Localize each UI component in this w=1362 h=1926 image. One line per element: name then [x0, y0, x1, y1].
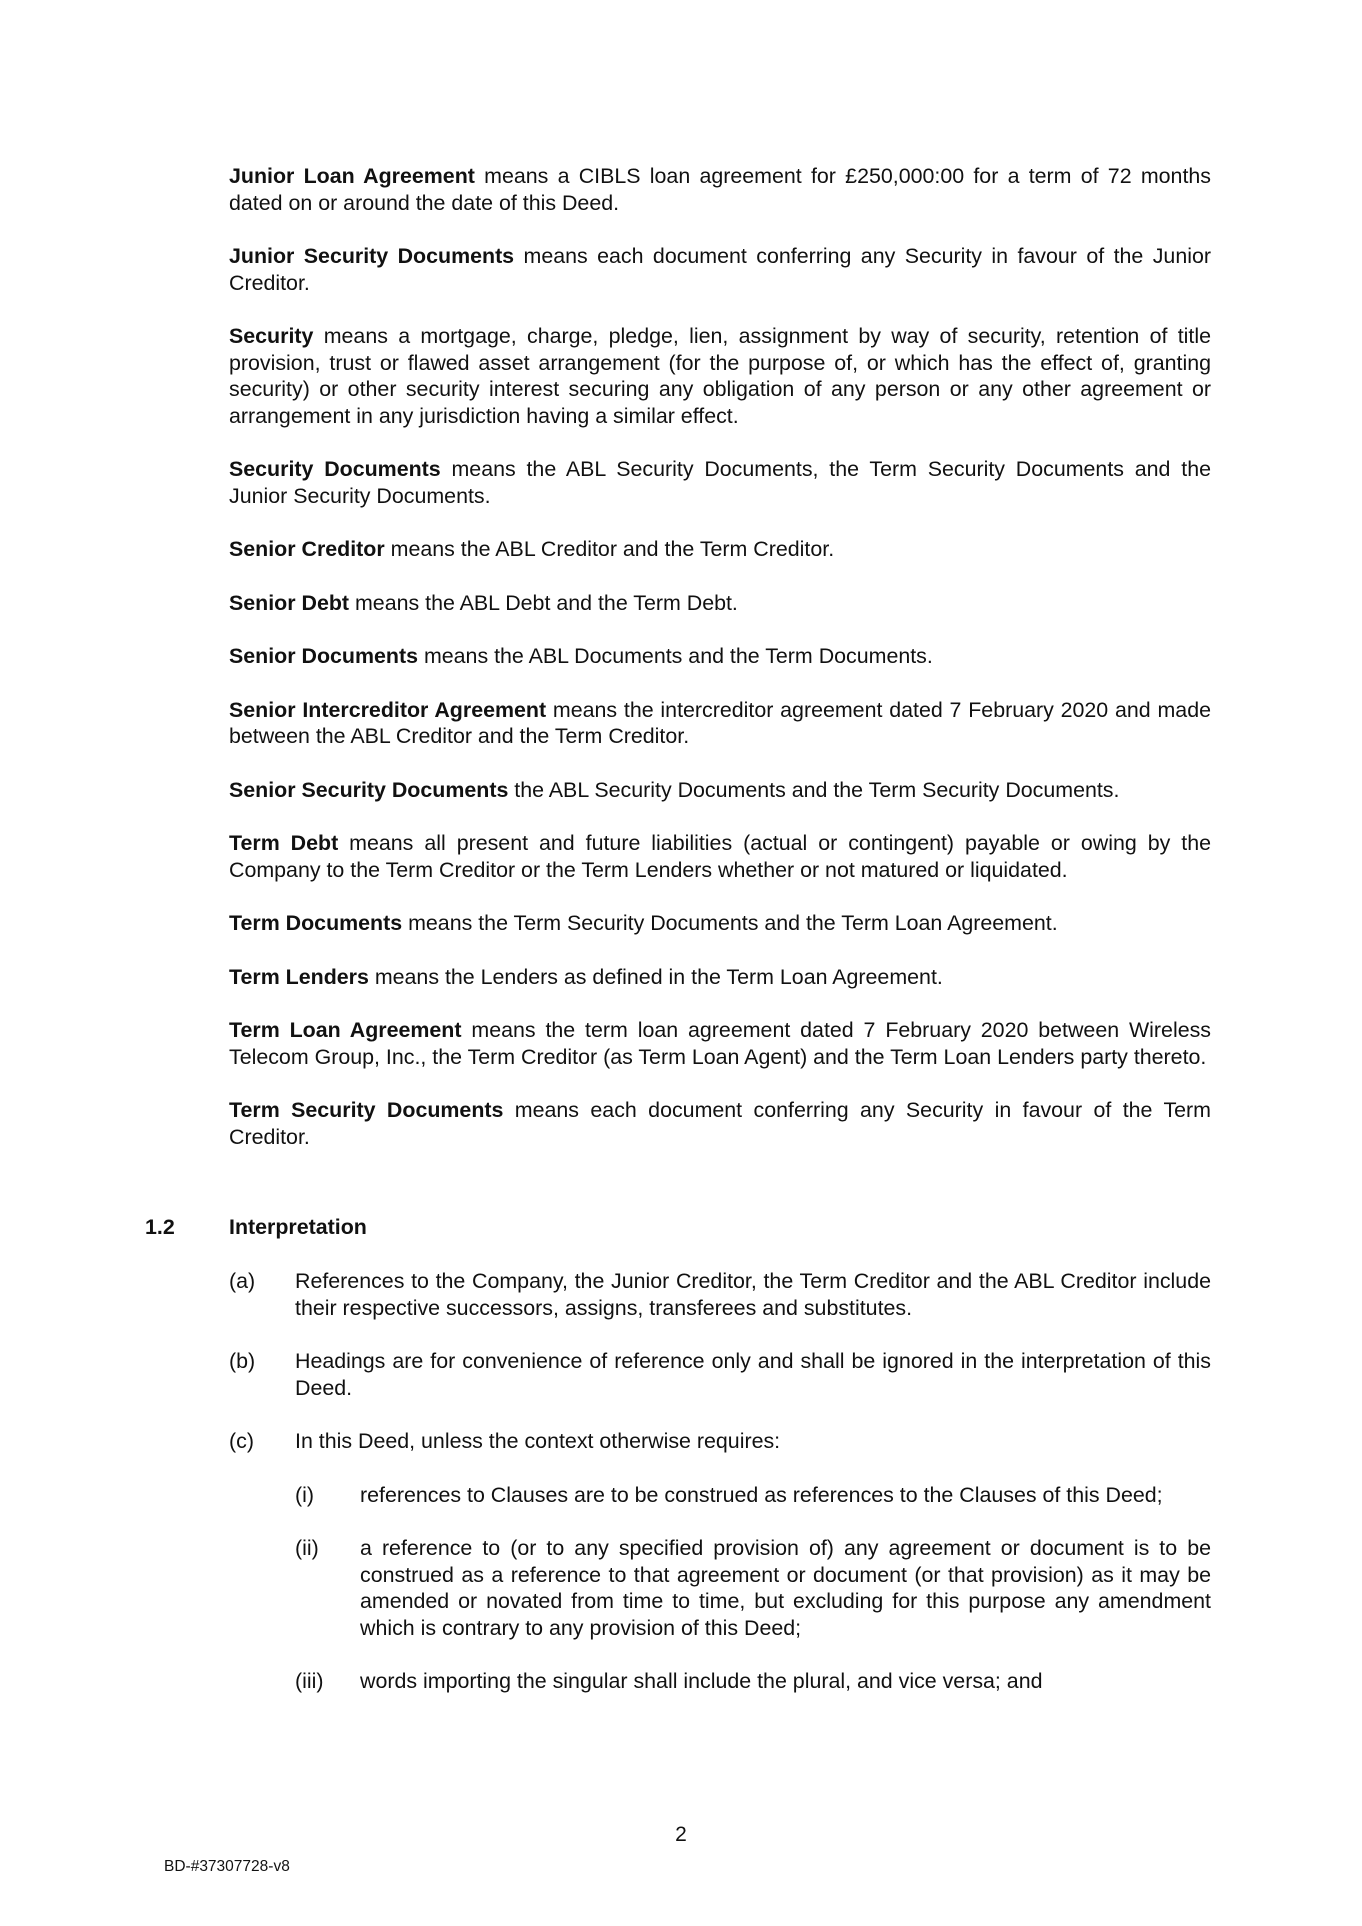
definition-text: means the Term Security Documents and the Term Loan Agreement. [402, 911, 1058, 935]
definition-text: means the ABL Debt and the Term Debt. [349, 590, 738, 615]
definition-text: means the intercreditor agreement dated 7 February 2020 and made between the ABL Creditor and the Term Creditor. [229, 697, 1211, 748]
definition-text: means all present and future liabilities (actual or contingent) payable or owing by the Company to the Term Creditor or the Term Lenders whether or not matured or liquidated. [229, 831, 1212, 882]
definition-text: means each document conferring any Security in favour of the Term Creditor. [229, 1098, 1211, 1149]
clause-item [229, 1428, 1211, 1695]
clause-text: In this Deed, unless the context otherwise requires: [295, 1429, 781, 1453]
section-number: 1.2 [145, 1215, 175, 1239]
definition-text: the ABL Security Documents and the Term Security Documents. [508, 777, 1120, 802]
definition-term: Security [229, 324, 314, 348]
sub-clause-item [295, 1668, 1211, 1695]
definition-term: Term Lenders [229, 964, 369, 989]
definition-text: means the Lenders as defined in the Term Loan Agreement. [368, 964, 943, 989]
definition-term: Senior Debt [229, 590, 350, 615]
definition-term-lenders [229, 964, 1211, 991]
definition-junior-loan-agreement [229, 163, 1211, 216]
sub-clause-label: (i) [295, 1482, 314, 1507]
sub-clause-text: a reference to (or to any specified provision of) any agreement or document is to be construed as a reference to that agreement or document (or that provision) as it may be amended or novated from time to time, but excluding for this purpose any amendment which is contrary to any provision of this Deed; [360, 1536, 1211, 1640]
section-title: Interpretation [229, 1215, 367, 1239]
definition-term-security-documents [229, 1097, 1211, 1150]
sub-clauses [295, 1482, 1211, 1695]
definition-term: Senior Security Documents [229, 777, 509, 802]
definition-term: Senior Creditor [229, 537, 385, 561]
sub-clause-item [295, 1535, 1211, 1641]
definitions-list [229, 163, 1211, 1177]
definition-term: Junior Security Documents [229, 244, 515, 268]
definition-term: Senior Intercreditor Agreement [229, 697, 547, 722]
definition-term: Term Debt [229, 831, 339, 855]
definition-term: Term Security Documents [229, 1098, 504, 1122]
clause-item [229, 1348, 1211, 1401]
definition-term: Senior Documents [229, 644, 418, 668]
definition-term: Junior Loan Agreement [229, 164, 475, 188]
definition-term-debt [229, 830, 1211, 883]
sub-clause-item [295, 1482, 1211, 1509]
definition-term-documents [229, 910, 1211, 937]
definition-senior-debt [229, 590, 1211, 617]
definition-term-loan-agreement [229, 1017, 1211, 1070]
sub-clause-text: words importing the singular shall include the plural, and vice versa; and [360, 1669, 1043, 1693]
clause-label: (c) [229, 1429, 254, 1453]
definition-term: Security Documents [229, 457, 441, 481]
definition-text: means a mortgage, charge, pledge, lien, assignment by way of security, retention of title provision, trust or flawed asset arrangement (for the purpose of, or which has the effect of, granting security) or other security interest securing any obligation of any person or any other agreement or arrangement in any jurisdiction having a similar effect. [229, 324, 1211, 428]
definition-senior-creditor [229, 536, 1211, 563]
definition-text: means each document conferring any Security in favour of the Junior Creditor. [229, 244, 1211, 295]
definition-senior-documents [229, 643, 1211, 670]
clause-text: Headings are for convenience of reference only and shall be ignored in the interpretation of this Deed. [295, 1349, 1211, 1400]
interpretation-clauses [229, 1268, 1211, 1722]
definition-security [229, 323, 1211, 429]
definition-text: means the ABL Documents and the Term Documents. [418, 644, 933, 668]
definition-security-documents [229, 456, 1211, 509]
definition-text: means a CIBLS loan agreement for £250,000:00 for a term of 72 months dated on or around the date of this Deed. [229, 164, 1211, 215]
definition-junior-security-documents [229, 243, 1211, 296]
clause-label: (a) [229, 1269, 256, 1293]
definition-text: means the ABL Security Documents, the Term Security Documents and the Junior Security Documents. [229, 457, 1211, 508]
definition-term: Term Documents [229, 911, 403, 935]
definition-senior-intercreditor-agreement [229, 697, 1211, 750]
document-reference: BD-#37307728-v8 [164, 1858, 290, 1875]
sub-clause-label: (ii) [295, 1536, 319, 1560]
clause-label: (b) [229, 1349, 256, 1373]
page-number: 2 [675, 1823, 687, 1846]
definition-text: means the term loan agreement dated 7 February 2020 between Wireless Telecom Group, Inc., the Term Creditor (as Term Loan Agent) and the Term Loan Lenders party thereto. [229, 1018, 1211, 1069]
definition-text: means the ABL Creditor and the Term Creditor. [384, 537, 835, 561]
definition-senior-security-documents [229, 777, 1211, 804]
sub-clause-label: (iii) [295, 1669, 324, 1693]
sub-clause-text: references to Clauses are to be construed as references to the Clauses of this Deed; [360, 1482, 1163, 1507]
clause-item [229, 1268, 1211, 1321]
definition-term: Term Loan Agreement [229, 1018, 462, 1042]
clause-text: References to the Company, the Junior Creditor, the Term Creditor and the ABL Creditor include their respective successors, assigns, transferees and substitutes. [295, 1269, 1211, 1320]
